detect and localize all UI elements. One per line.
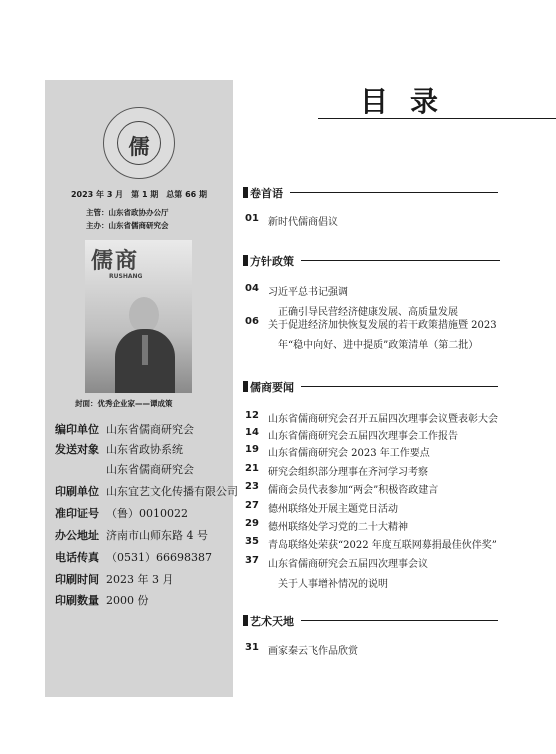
toc-entry-line[interactable]: 习近平总书记强调 — [268, 287, 348, 298]
section-marker — [243, 615, 248, 626]
toc-page-number: 06 — [245, 316, 259, 327]
info-row — [55, 505, 188, 521]
toc-entry-line[interactable]: 山东省儒商研究会召开五届四次理事会议暨表彰大会 — [268, 414, 498, 425]
issue-line: 2023 年 3 月 第 1 期 总第 66 期 — [70, 190, 208, 199]
logo-glyph: 儒 — [128, 134, 150, 159]
info-row — [55, 483, 238, 499]
info-value: （鲁）0010022 — [106, 507, 188, 520]
toc-page-number: 21 — [245, 463, 259, 474]
info-key: 印刷单位 — [55, 485, 99, 498]
section-rule — [290, 192, 498, 193]
logo-inner-ring — [117, 121, 161, 165]
toc-page-number: 23 — [245, 481, 259, 492]
section-rule — [301, 386, 498, 387]
toc-entry-line[interactable]: 关于促进经济加快恢复发展的若干政策措施暨 2023 — [268, 320, 497, 331]
section-heading — [243, 185, 283, 201]
info-key: 印刷数量 — [55, 594, 99, 607]
section-heading — [243, 253, 294, 269]
section-title: 卷首语 — [250, 187, 283, 200]
toc-entry-line[interactable]: 研究会组织部分理事在齐河学习考察 — [268, 467, 428, 478]
section-rule — [301, 620, 498, 621]
info-row — [55, 549, 212, 565]
info-key: 发送对象 — [55, 443, 99, 456]
sponsor-line: 主办：山东省儒商研究会 — [86, 221, 169, 230]
info-value: 济南市山师东路 4 号 — [106, 529, 208, 542]
section-rule — [301, 260, 500, 261]
section-marker — [243, 381, 248, 392]
toc-page-number: 35 — [245, 536, 259, 547]
toc-entry-line[interactable]: 正确引导民营经济健康发展、高质量发展 — [278, 307, 458, 318]
toc-entry-line[interactable]: 山东省儒商研究会五届四次理事会工作报告 — [268, 431, 458, 442]
toc-page-number: 01 — [245, 213, 259, 224]
toc-entry-line[interactable]: 关于人事增补情况的说明 — [278, 579, 388, 590]
toc-page-number: 04 — [245, 283, 259, 294]
toc-page-number: 29 — [245, 518, 259, 529]
toc-entry-line[interactable]: 新时代儒商倡议 — [268, 217, 338, 228]
toc-page-number: 19 — [245, 444, 259, 455]
association-logo — [103, 107, 175, 179]
page-title: 目录 — [360, 85, 461, 118]
section-title: 方针政策 — [250, 255, 294, 268]
info-key: 办公地址 — [55, 529, 99, 542]
info-value: 山东省儒商研究会 — [106, 463, 194, 476]
info-value: （0531）66698387 — [106, 551, 212, 564]
info-value: 2023 年 3 月 — [106, 573, 174, 586]
toc-entry-line[interactable]: 德州联络处开展主题党日活动 — [268, 504, 398, 515]
section-marker — [243, 187, 248, 198]
section-title: 儒商要闻 — [250, 381, 294, 394]
info-row — [55, 571, 173, 587]
toc-entry-line[interactable]: 山东省儒商研究会五届四次理事会议 — [268, 559, 428, 570]
info-row — [55, 421, 194, 437]
cover-title: 儒商 — [91, 248, 140, 274]
toc-page-number: 37 — [245, 555, 259, 566]
toc-entry-line[interactable]: 画家秦云飞作品欣赏 — [268, 646, 358, 657]
section-heading — [243, 379, 294, 395]
cover-image — [85, 240, 192, 393]
supervisor-line: 主管：山东省政协办公厅 — [86, 208, 169, 217]
info-key: 准印证号 — [55, 507, 99, 520]
info-value: 山东宜艺文化传播有限公司 — [106, 485, 238, 498]
info-key: 印刷时间 — [55, 573, 99, 586]
sidebar-panel — [45, 80, 238, 697]
cover-caption: 封面：优秀企业家——谭成策 — [75, 399, 173, 408]
info-key: 电话传真 — [55, 551, 99, 564]
toc-entry-line[interactable]: 年“稳中向好、进中提质”政策清单（第二批） — [278, 340, 479, 351]
toc-page-number: 27 — [245, 500, 259, 511]
cover-subtitle: RUSHANG — [109, 273, 143, 280]
info-row — [55, 592, 149, 608]
portrait-head — [129, 297, 159, 333]
section-title: 艺术天地 — [250, 615, 294, 628]
cover-portrait — [115, 295, 175, 393]
info-key: 编印单位 — [55, 423, 99, 436]
toc-entry-line[interactable]: 青岛联络处荣获“2022 年度互联网募捐最佳伙伴奖” — [268, 540, 497, 551]
info-row — [55, 527, 208, 543]
portrait-tie — [142, 335, 148, 365]
title-rule — [318, 118, 556, 119]
toc-entry-line[interactable]: 山东省儒商研究会 2023 年工作要点 — [268, 448, 430, 459]
info-row — [55, 461, 194, 477]
section-heading — [243, 613, 294, 629]
info-value: 山东省儒商研究会 — [106, 423, 194, 436]
toc-page-number: 31 — [245, 642, 259, 653]
section-marker — [243, 255, 248, 266]
info-value: 2000 份 — [106, 594, 149, 607]
toc-page-number: 14 — [245, 427, 259, 438]
toc-page-number: 12 — [245, 410, 259, 421]
toc-entry-line[interactable]: 儒商会员代表参加“两会”积极咨政建言 — [268, 485, 439, 496]
info-value: 山东省政协系统 — [106, 443, 183, 456]
toc-entry-line[interactable]: 德州联络处学习党的二十大精神 — [268, 522, 408, 533]
info-row — [55, 441, 183, 457]
